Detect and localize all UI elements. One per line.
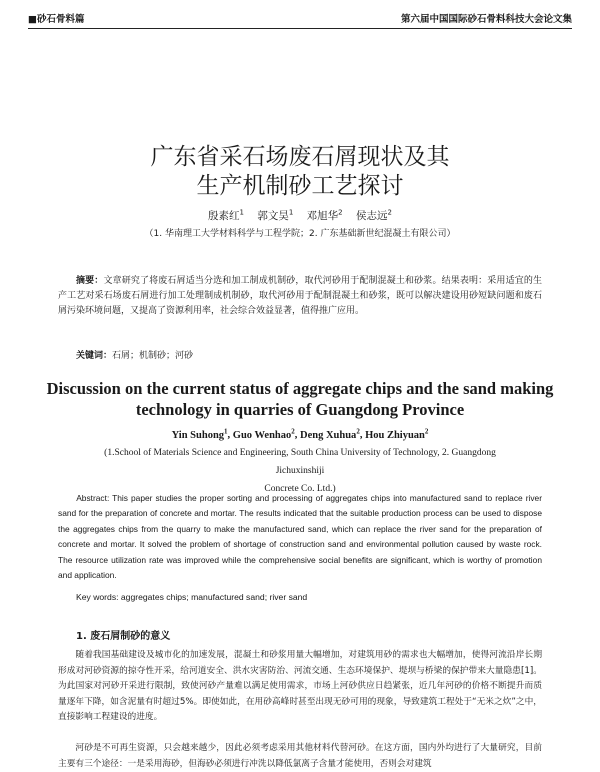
english-title-line-1: Discussion on the current status of aggregate chips and the sand making bbox=[46, 379, 554, 398]
english-keywords: Key words: aggregates chips; manufactured sand; river sand bbox=[76, 592, 308, 602]
chinese-keywords bbox=[76, 348, 542, 361]
author-en: Deng Xuhua$^2$ bbox=[300, 427, 360, 441]
author-en: Hou Zhiyuan$^2$ bbox=[365, 427, 429, 441]
chinese-authors bbox=[0, 208, 600, 223]
english-title-line-2: technology in quarries of Guangdong Province bbox=[135, 400, 465, 419]
chinese-keywords-label: 关键词： bbox=[76, 351, 113, 361]
chinese-affiliation: （1. 华南理工大学材料科学与工程学院；2. 广东基础新世纪混凝土有限公司） bbox=[144, 229, 456, 239]
running-header bbox=[28, 10, 572, 26]
chinese-title-line-1: 广东省采石场废石屑现状及其 bbox=[150, 144, 450, 170]
chinese-abstract bbox=[58, 274, 542, 319]
body-paragraph-1: 随着我国基础建设及城市化的加速发展，混凝土和砂浆用量大幅增加，对建筑用砂的需求也大幅增加，使得河流沿岸长期形成对河砂资源的掠夺性开采，给河道安全、洪水灾害防治、河流交通、生态环境保护、堤坝与桥梁的保护带来大量隐患[1]。为此国家对河砂开采进行限制，致使河砂产量难以满足使用需求，市场上河砂供应日趋紧张，近几年河砂的价格不断提升而质量逐年下降，如含泥量有时超过5%。即使如此，在用砂高峰时甚至出现无砂可用的现象，导致建筑工程处于“无米之炊”之中，直接影响工程建设的进度。 bbox=[58, 650, 542, 723]
header-divider bbox=[28, 28, 572, 29]
english-abstract-label: Abstract: bbox=[76, 493, 110, 503]
english-title bbox=[40, 378, 560, 420]
english-authors: Yin Suhong$^1$, Guo Wenhao$^2$, Deng Xuhua$^2$, Hou Zhiyuan$^2$ bbox=[171, 427, 429, 441]
section-heading: 1. 废石屑制砂的意义 bbox=[76, 631, 171, 642]
author-en: Guo Wenhao$^2$ bbox=[232, 427, 295, 441]
author-cn: 郭文昊$^1$ bbox=[257, 208, 294, 222]
english-abstract bbox=[58, 491, 542, 583]
author-en: Yin Suhong$^1$ bbox=[171, 427, 228, 441]
author-cn: 侯志远$^2$ bbox=[356, 208, 392, 222]
chinese-title-line-2: 生产机制砂工艺探讨 bbox=[196, 173, 404, 199]
chinese-keywords-text: 石屑；机制砂；河砂 bbox=[112, 351, 194, 361]
english-abstract-text: This paper studies the proper sorting and processing of aggregates chips into manufactured sand to replace river sand for the preparation of concrete and mortar. The results indicated that the suitable production process can be used to dispose the aggregates chips from the quarry to make the manufactured sand, which can replace the river sand for the preparation of concrete and mortar. It solved the problem of shortage of construction sand and environmental pollution caused by waste rock. The resource utilization rate was improved while the comprehensive social benefits are significant, which is worthy of promotion and application. bbox=[58, 493, 542, 581]
english-affiliation-line-1: (1.School of Materials Science and Engineering, South China University of Technology, 2. Guangdong Jichuxinshiji bbox=[104, 448, 496, 476]
author-cn: 邓旭华$^2$ bbox=[306, 208, 343, 222]
english-affiliation bbox=[80, 444, 520, 498]
chinese-title bbox=[40, 143, 560, 201]
chinese-abstract-label: 摘要： bbox=[76, 276, 104, 286]
body-paragraph-2: 河砂是不可再生资源，只会越来越少，因此必须考虑采用其他材料代替河砂。在这方面，国内外均进行了大量研究，目前主要有三个途径：一是采用海砂，但海砂必须进行冲洗以降低氯离子含量才能使用，否则会对建筑 bbox=[58, 743, 542, 769]
chinese-abstract-text: 文章研究了将废石屑适当分选和加工制成机制砂，取代河砂用于配制混凝土和砂浆。结果表明：采用适宜的生产工艺对采石场废石屑进行加工处理制成机制砂，取代河砂用于配制混凝土和砂浆，既可以解决建设用砂短缺问题和废石屑污染环境问题，又提高了资源利用率，社会综合效益显著，值得推广应用。 bbox=[58, 276, 542, 316]
author-cn: 殷素红$^1$ bbox=[208, 208, 244, 222]
header-section-label: ■砂石骨料篇 bbox=[28, 14, 85, 25]
english-affiliation-line-2: Concrete Co. Ltd.) bbox=[264, 484, 336, 494]
header-proceedings-title: 第六届中国国际砂石骨料科技大会论文集 bbox=[400, 14, 572, 25]
